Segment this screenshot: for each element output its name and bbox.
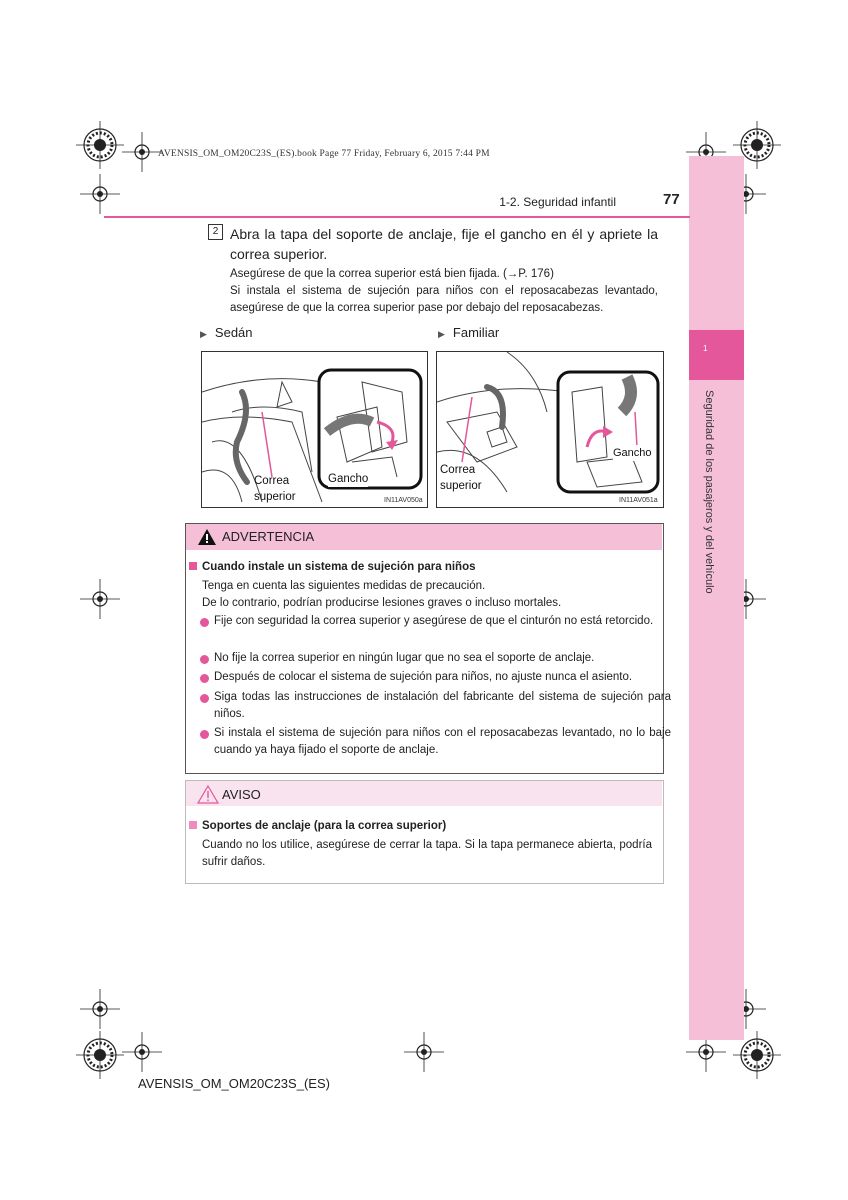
- label-correa: Correa: [440, 464, 476, 476]
- figure-code: IN11AV050a: [384, 497, 423, 504]
- section-title: 1-2. Seguridad infantil: [499, 195, 616, 209]
- sedan-illustration: [202, 352, 427, 507]
- crosshair-mark-icon: [76, 170, 124, 218]
- chapter-number: 1: [703, 344, 708, 353]
- notice-subtitle: Soportes de anclaje (para la correa superior): [189, 820, 446, 832]
- list-item: Después de colocar el sistema de sujeción para niños, no ajuste nunca el asiento.: [200, 669, 671, 686]
- figure-familiar: [436, 351, 664, 508]
- footer-filename: AVENSIS_OM_OM20C23S_(ES): [138, 1076, 330, 1091]
- warning-intro: Tenga en cuenta las siguientes medidas de precaución.: [202, 580, 486, 592]
- label-correa: Correa: [254, 475, 290, 487]
- label-gancho: Gancho: [613, 447, 652, 459]
- list-item: Fije con seguridad la correa superior y asegúrese de que el cinturón no está retorcido.: [200, 613, 671, 630]
- warning-intro: De lo contrario, podrían producirse lesiones graves o incluso mortales.: [202, 597, 562, 609]
- notice-title: AVISO: [222, 787, 261, 802]
- bullet-dot-icon: [200, 618, 209, 627]
- label-superior: superior: [440, 480, 482, 492]
- chapter-title: Seguridad de los pasajeros y del vehículo: [703, 390, 715, 594]
- registration-mark-icon: [76, 121, 124, 169]
- crosshair-mark-icon: [118, 1028, 166, 1076]
- label-gancho: Gancho: [328, 473, 369, 485]
- figure-code: IN11AV051a: [619, 497, 658, 504]
- square-bullet-icon: [189, 562, 197, 570]
- bullet-dot-icon: [200, 655, 209, 664]
- list-item: No fije la correa superior en ningún lugar que no sea el soporte de anclaje.: [200, 650, 671, 667]
- pointer-triangle-icon: ▶: [438, 329, 445, 339]
- notice-text: Cuando no los utilice, asegúrese de cerrar la tapa. Si la tapa permanece abierta, podría sufrir daños.: [202, 839, 652, 868]
- figure-label-familiar: ▶ Familiar: [438, 325, 500, 340]
- step-number: 2: [208, 224, 223, 240]
- crosshair-mark-icon: [400, 1028, 448, 1076]
- square-bullet-icon: [189, 821, 197, 829]
- chapter-tab: [689, 330, 744, 380]
- figure-label-sedan: ▶ Sedán: [200, 325, 253, 340]
- label-superior: superior: [254, 491, 296, 503]
- warning-triangle-icon: [198, 529, 216, 545]
- crosshair-mark-icon: [76, 985, 124, 1033]
- warning-subtitle: Cuando instale un sistema de sujeción para niños: [189, 561, 476, 573]
- file-info: AVENSIS_OM_OM20C23S_(ES).book Page 77 Friday, February 6, 2015 7:44 PM: [158, 149, 490, 159]
- list-item: Si instala el sistema de sujeción para niños con el reposacabezas levantado, no lo baje cuando ya haya fijado el soporte de anclaje.: [200, 725, 671, 759]
- step-note: Si instala el sistema de sujeción para niños con el reposacabezas levantado, asegúrese de que la correa superior pase por debajo del reposacabezas.: [230, 285, 658, 314]
- header-rule: [104, 216, 690, 218]
- list-item: Siga todas las instrucciones de instalación del fabricante del sistema de sujeción para niños.: [200, 689, 671, 723]
- figure-sedan: [201, 351, 428, 508]
- page-number: 77: [663, 191, 680, 208]
- pointer-triangle-icon: ▶: [200, 329, 207, 339]
- step-text: Abra la tapa del soporte de anclaje, fije el gancho en él y apriete la correa superior.: [230, 226, 658, 262]
- bullet-dot-icon: [200, 730, 209, 739]
- warning-title: ADVERTENCIA: [222, 529, 315, 544]
- registration-mark-icon: [76, 1031, 124, 1079]
- crosshair-mark-icon: [76, 575, 124, 623]
- bullet-dot-icon: [200, 674, 209, 683]
- step-note: Asegúrese de que la correa superior está bien fijada. (→P. 176): [230, 268, 554, 280]
- caution-triangle-icon: [197, 785, 219, 804]
- bullet-dot-icon: [200, 694, 209, 703]
